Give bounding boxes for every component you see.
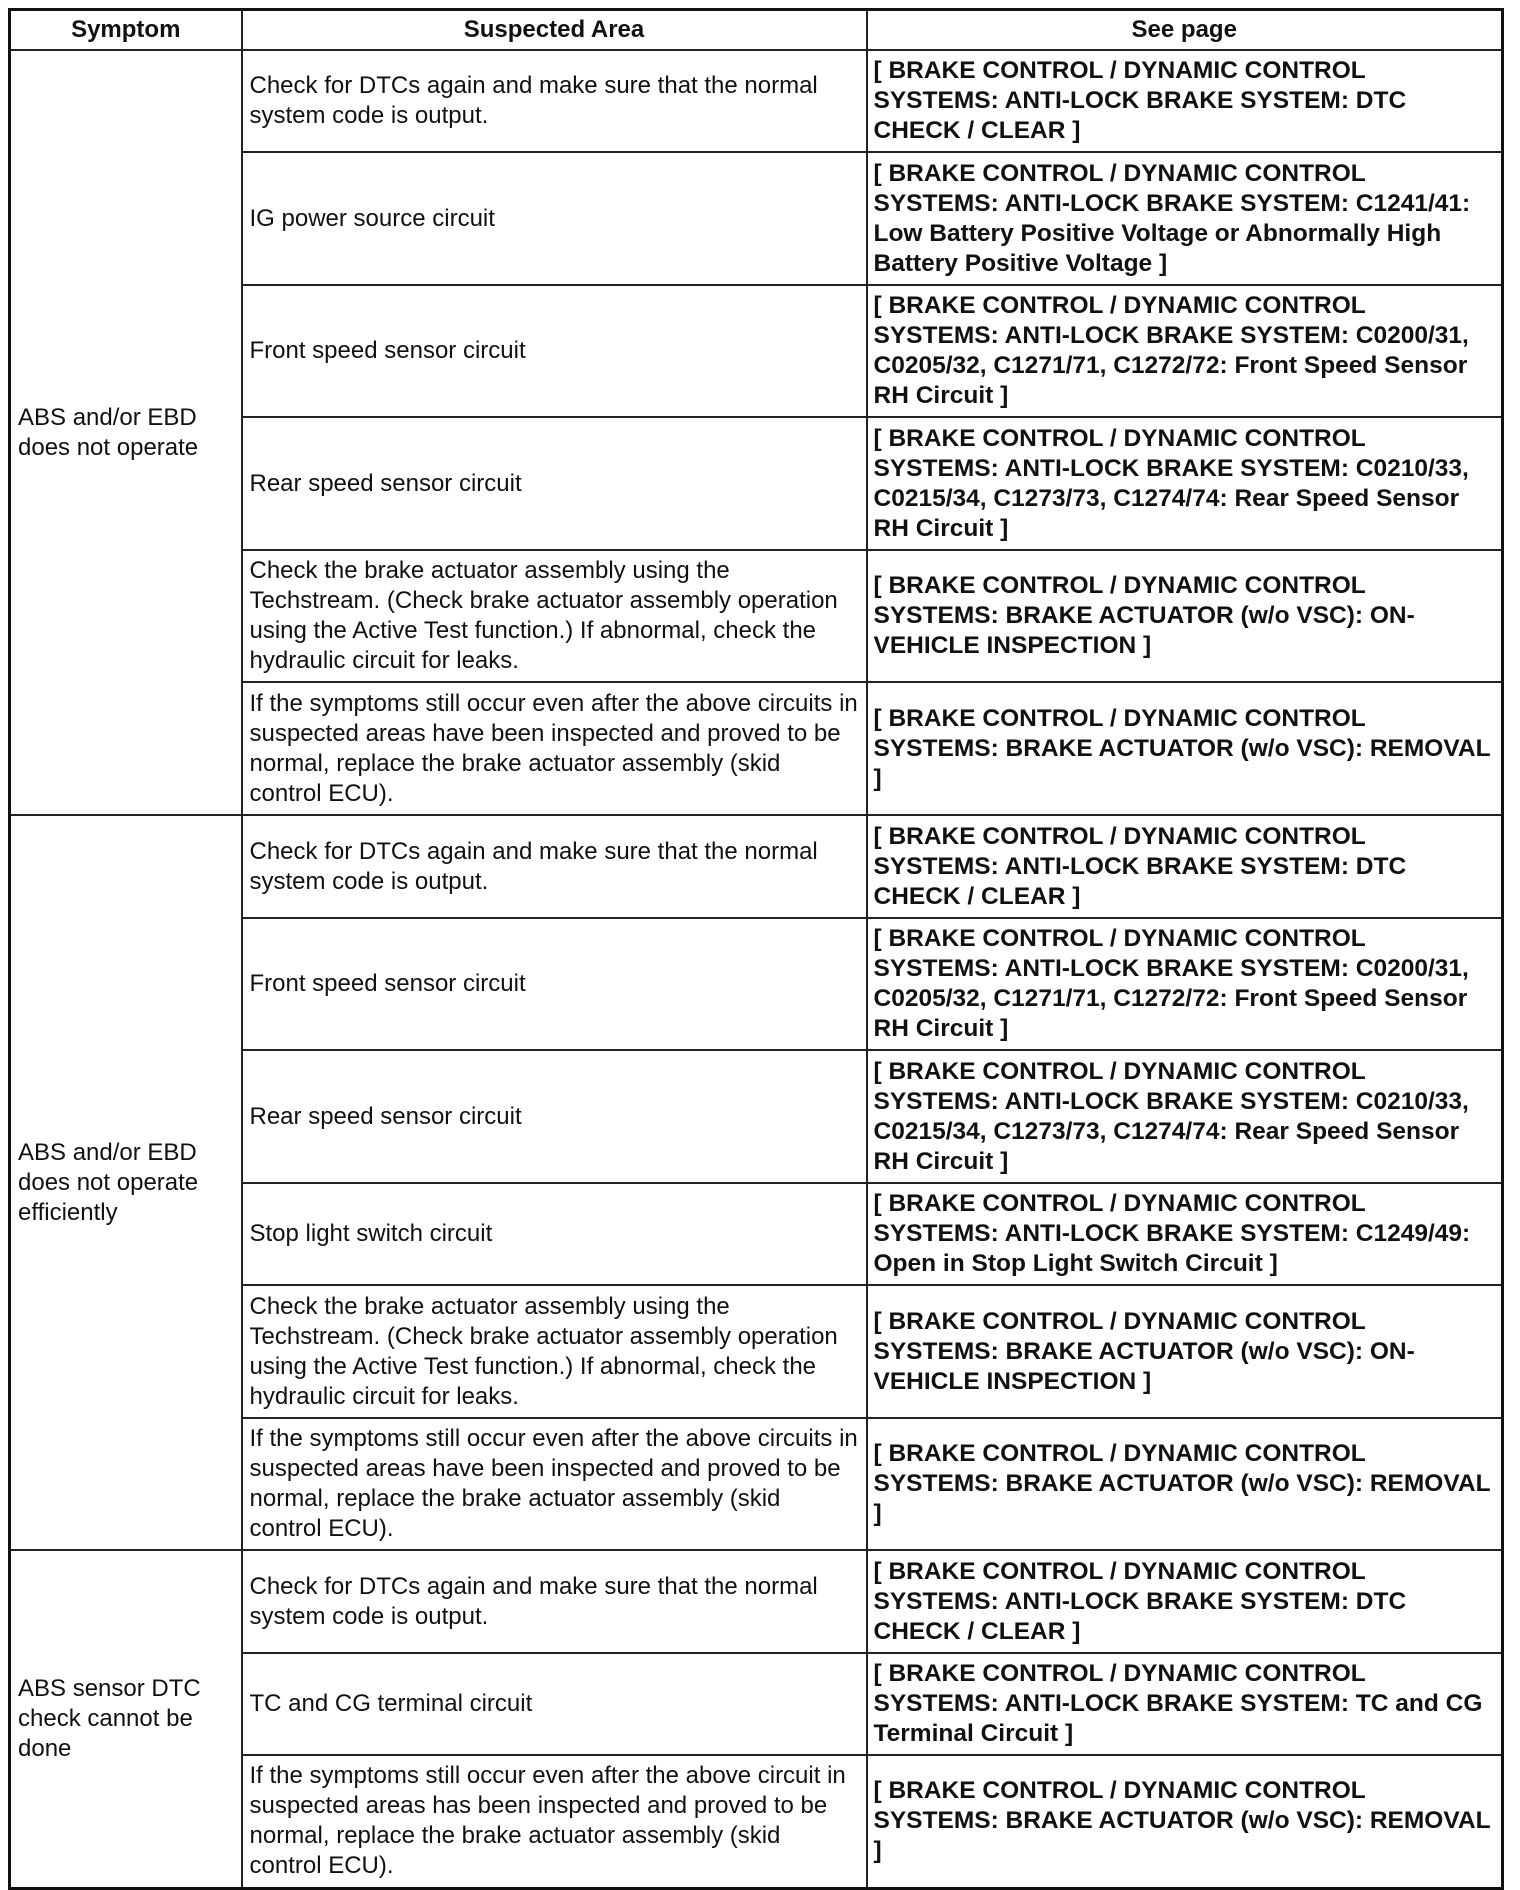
table-row [10, 50, 1503, 152]
see-page-cell: [ BRAKE CONTROL / DYNAMIC CONTROL SYSTEMS: ANTI-LOCK BRAKE SYSTEM: C0200/31, C0205/32, C1271/71, C1272/72: Front Speed Sensor RH Circuit ] [867, 285, 1503, 417]
see-page-cell: [ BRAKE CONTROL / DYNAMIC CONTROL SYSTEMS: ANTI-LOCK BRAKE SYSTEM: DTC CHECK / CLEAR ] [867, 815, 1503, 918]
see-page-cell: [ BRAKE CONTROL / DYNAMIC CONTROL SYSTEMS: ANTI-LOCK BRAKE SYSTEM: DTC CHECK / CLEAR ] [867, 1550, 1503, 1653]
header-suspected-area: Suspected Area [242, 10, 867, 51]
header-see-page: See page [867, 10, 1503, 51]
troubleshooting-table-wrapper [8, 8, 1501, 1890]
see-page-cell: [ BRAKE CONTROL / DYNAMIC CONTROL SYSTEMS: ANTI-LOCK BRAKE SYSTEM: DTC CHECK / CLEAR ] [867, 50, 1503, 152]
suspected-area-cell: Check for DTCs again and make sure that the normal system code is output. [242, 815, 867, 918]
see-page-cell: [ BRAKE CONTROL / DYNAMIC CONTROL SYSTEMS: BRAKE ACTUATOR (w/o VSC): REMOVAL ] [867, 1418, 1503, 1550]
see-page-cell: [ BRAKE CONTROL / DYNAMIC CONTROL SYSTEMS: BRAKE ACTUATOR (w/o VSC): REMOVAL ] [867, 682, 1503, 815]
suspected-area-cell: Check for DTCs again and make sure that the normal system code is output. [242, 1550, 867, 1653]
see-page-cell: [ BRAKE CONTROL / DYNAMIC CONTROL SYSTEMS: BRAKE ACTUATOR (w/o VSC): REMOVAL ] [867, 1755, 1503, 1888]
suspected-area-cell: If the symptoms still occur even after the above circuits in suspected areas have been inspected and proved to be normal, replace the brake actuator assembly (skid control ECU). [242, 1418, 867, 1550]
suspected-area-cell: If the symptoms still occur even after the above circuit in suspected areas has been inspected and proved to be normal, replace the brake actuator assembly (skid control ECU). [242, 1755, 867, 1888]
see-page-cell: [ BRAKE CONTROL / DYNAMIC CONTROL SYSTEMS: BRAKE ACTUATOR (w/o VSC): ON-VEHICLE INSPECTION ] [867, 550, 1503, 682]
suspected-area-cell: Check for DTCs again and make sure that the normal system code is output. [242, 50, 867, 152]
table-row [10, 815, 1503, 918]
suspected-area-cell: Front speed sensor circuit [242, 918, 867, 1050]
see-page-cell: [ BRAKE CONTROL / DYNAMIC CONTROL SYSTEMS: ANTI-LOCK BRAKE SYSTEM: C0210/33, C0215/34, C1273/73, C1274/74: Rear Speed Sensor RH Circuit ] [867, 417, 1503, 550]
symptom-cell: ABS sensor DTC check cannot be done [10, 1550, 242, 1888]
see-page-cell: [ BRAKE CONTROL / DYNAMIC CONTROL SYSTEMS: BRAKE ACTUATOR (w/o VSC): ON-VEHICLE INSPECTION ] [867, 1285, 1503, 1418]
table-row [10, 1550, 1503, 1653]
see-page-cell: [ BRAKE CONTROL / DYNAMIC CONTROL SYSTEMS: ANTI-LOCK BRAKE SYSTEM: TC and CG Terminal Circuit ] [867, 1653, 1503, 1755]
suspected-area-cell: Rear speed sensor circuit [242, 1050, 867, 1183]
suspected-area-cell: Check the brake actuator assembly using the Techstream. (Check brake actuator assembly operation using the Active Test function.) If abnormal, check the hydraulic circuit for leaks. [242, 550, 867, 682]
see-page-cell: [ BRAKE CONTROL / DYNAMIC CONTROL SYSTEMS: ANTI-LOCK BRAKE SYSTEM: C1249/49: Open in Stop Light Switch Circuit ] [867, 1183, 1503, 1285]
see-page-cell: [ BRAKE CONTROL / DYNAMIC CONTROL SYSTEMS: ANTI-LOCK BRAKE SYSTEM: C0210/33, C0215/34, C1273/73, C1274/74: Rear Speed Sensor RH Circuit ] [867, 1050, 1503, 1183]
suspected-area-cell: If the symptoms still occur even after the above circuits in suspected areas have been inspected and proved to be normal, replace the brake actuator assembly (skid control ECU). [242, 682, 867, 815]
header-symptom: Symptom [10, 10, 242, 51]
symptom-cell: ABS and/or EBD does not operate efficiently [10, 815, 242, 1550]
header-row [10, 10, 1503, 51]
suspected-area-cell: Front speed sensor circuit [242, 285, 867, 417]
problem-symptoms-table [8, 8, 1504, 1890]
suspected-area-cell: Check the brake actuator assembly using the Techstream. (Check brake actuator assembly operation using the Active Test function.) If abnormal, check the hydraulic circuit for leaks. [242, 1285, 867, 1418]
suspected-area-cell: IG power source circuit [242, 152, 867, 285]
suspected-area-cell: Rear speed sensor circuit [242, 417, 867, 550]
suspected-area-cell: Stop light switch circuit [242, 1183, 867, 1285]
see-page-cell: [ BRAKE CONTROL / DYNAMIC CONTROL SYSTEMS: ANTI-LOCK BRAKE SYSTEM: C0200/31, C0205/32, C1271/71, C1272/72: Front Speed Sensor RH Circuit ] [867, 918, 1503, 1050]
symptom-cell: ABS and/or EBD does not operate [10, 50, 242, 815]
see-page-cell: [ BRAKE CONTROL / DYNAMIC CONTROL SYSTEMS: ANTI-LOCK BRAKE SYSTEM: C1241/41: Low Battery Positive Voltage or Abnormally High Battery Positive Voltage ] [867, 152, 1503, 285]
suspected-area-cell: TC and CG terminal circuit [242, 1653, 867, 1755]
